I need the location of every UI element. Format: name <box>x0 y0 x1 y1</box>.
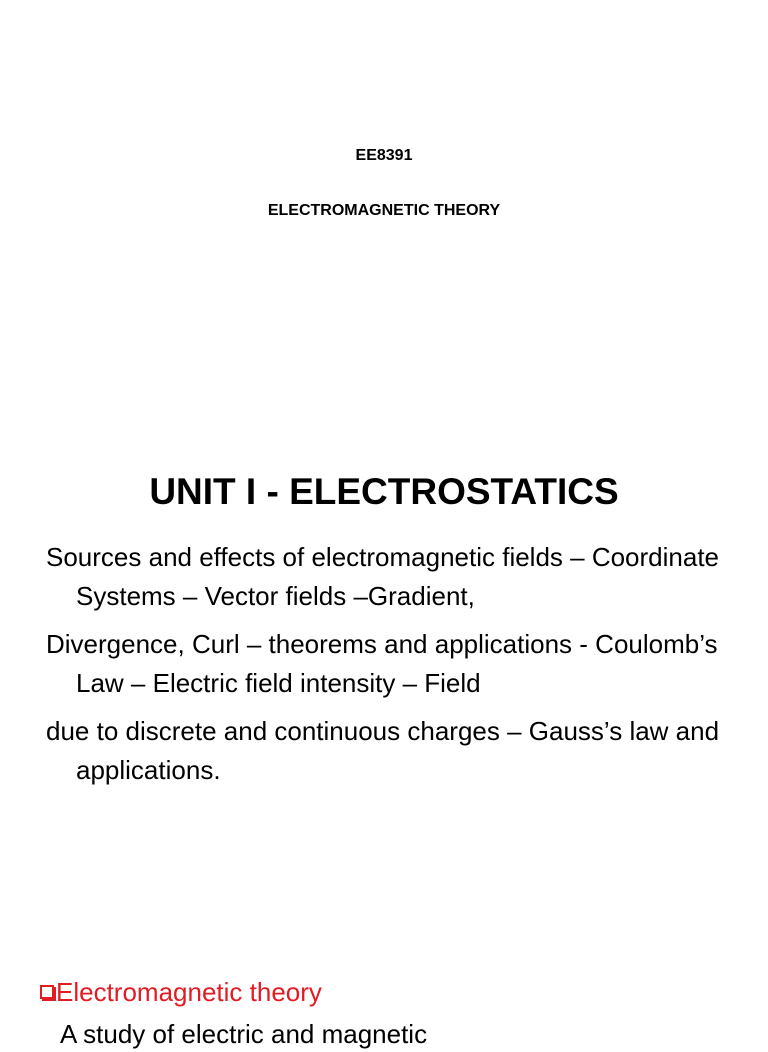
course-name: ELECTROMAGNETIC THEORY <box>267 202 501 219</box>
checkbox-bullet-icon <box>40 985 54 999</box>
section-heading <box>40 974 322 1010</box>
syllabus-text <box>46 538 746 799</box>
unit-title: UNIT I - ELECTROSTATICS <box>149 471 619 512</box>
course-code: EE8391 <box>355 147 413 164</box>
syllabus-paragraph-1: Sources and effects of electromagnetic fields – Coordinate Systems – Vector fields –Gradient, <box>46 542 720 611</box>
syllabus-paragraph-3: due to discrete and continuous charges – Gauss’s law and applications. <box>46 716 720 785</box>
section-heading-text: Electromagnetic theory <box>56 977 322 1007</box>
partial-text-line <box>60 1016 620 1049</box>
syllabus-paragraph-2: Divergence, Curl – theorems and applications - Coulomb’s Law – Electric field intensity – Field <box>46 629 718 698</box>
partial-text: A study of electric and magnetic <box>60 1019 428 1049</box>
